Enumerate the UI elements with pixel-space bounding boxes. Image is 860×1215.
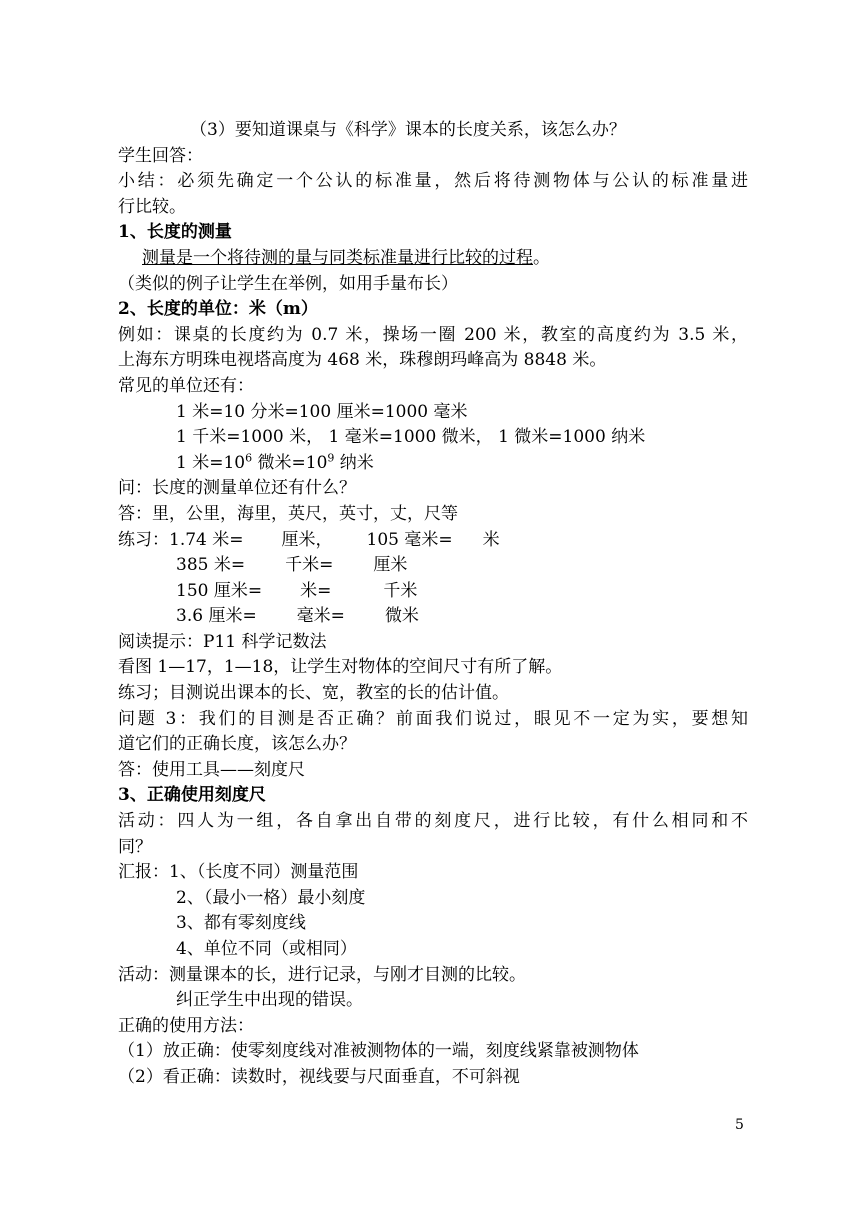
unit-conversion-line-3 xyxy=(118,451,748,477)
ex3-b: 米= xyxy=(300,580,332,601)
ex3-c: 千米 xyxy=(383,580,418,601)
example-line-2: 上海东方明珠电视塔高度为 468 米，珠穆朗玛峰高为 8848 米。 xyxy=(118,350,607,371)
ex4-c: 微米 xyxy=(384,606,419,627)
report-line-3: 3、都有零刻度线 xyxy=(176,913,306,934)
ex2-a: 385 米= xyxy=(176,555,246,576)
question-3-visual-line-1: 问题 3：我们的目测是否正确？前面我们说过，眼见不一定为实，要想知 xyxy=(118,708,748,729)
exponent-6: 6 xyxy=(245,451,253,465)
question-3-line: （3）要知道课桌与《科学》课本的长度关系，该怎么办？ xyxy=(190,120,626,140)
question-units-line: 问：长度的测量单位还有什么？ xyxy=(118,478,356,499)
measure-activity-line: 活动：测量课本的长，进行记录，与刚才目测的比较。 xyxy=(118,964,526,985)
conv-text-b: 微米=10 xyxy=(252,452,328,473)
example-line-1: 例如：课桌的长度约为 0.7 米，操场一圈 200 米，教室的高度约为 3.5 米， xyxy=(118,324,748,345)
ex1-d: 米 xyxy=(482,529,500,550)
question-3-visual-line-2: 道它们的正确长度，该怎么办？ xyxy=(118,734,356,755)
summary-line-1: 小结：必须先确定一个公认的标准量，然后将待测物体与公认的标准量进 xyxy=(118,171,748,192)
ex3-a: 150 厘米= xyxy=(176,580,263,601)
answer-units-line: 答：里，公里，海里，英尺，英寸，丈，尺等 xyxy=(118,503,458,524)
unit-conversion-line-1: 1 米=10 分米=100 厘米=1000 毫米 xyxy=(176,401,468,422)
ex2-b: 千米= xyxy=(285,555,334,576)
report-line-1: 汇报：1、（长度不同）测量范围 xyxy=(118,862,359,883)
page-number: 5 xyxy=(735,1117,744,1133)
method-step-2: （2）看正确：读数时，视线要与尺面垂直，不可斜视 xyxy=(118,1066,520,1087)
activity-line-2: 同？ xyxy=(118,836,152,857)
correct-errors-line: 纠正学生中出现的错误。 xyxy=(176,990,363,1011)
section-heading-3: 3、正确使用刻度尺 xyxy=(118,785,266,806)
reading-tip-line: 阅读提示：P11 科学记数法 xyxy=(118,631,327,652)
report-line-4: 4、单位不同（或相同） xyxy=(176,939,357,959)
conv-text-c: 纳米 xyxy=(334,452,374,473)
definition-underlined: 测量是一个将待测的量与同类标准量进行比较的过程 xyxy=(142,247,533,268)
ex1-b: 厘米， xyxy=(281,529,333,550)
document-body xyxy=(118,118,748,1091)
activity-line-1: 活动：四人为一组，各自拿出自带的刻度尺，进行比较，有什么相同和不 xyxy=(118,811,748,832)
ex4-b: 毫米= xyxy=(296,606,345,627)
definition-period: 。 xyxy=(533,247,550,268)
exercise-line-1 xyxy=(118,528,748,554)
units-intro-line: 常见的单位还有： xyxy=(118,375,254,396)
section-heading-1: 1、长度的测量 xyxy=(118,222,232,243)
summary-line-2: 行比较。 xyxy=(118,196,186,217)
exponent-9: 9 xyxy=(327,451,335,465)
ex2-c: 厘米 xyxy=(373,555,408,576)
section-heading-2: 2、长度的单位：米（m） xyxy=(118,299,318,320)
exercise-line-3 xyxy=(118,579,748,605)
exercise-line-2 xyxy=(118,553,748,579)
measurement-definition xyxy=(118,246,748,272)
ex1-a: 练习：1.74 米= xyxy=(118,529,244,550)
figure-reference-line: 看图 1—17，1—18，让学生对物体的空间尺寸有所了解。 xyxy=(118,657,563,678)
ex4-a: 3.6 厘米= xyxy=(176,606,257,627)
correct-method-heading: 正确的使用方法： xyxy=(118,1015,254,1036)
estimation-exercise-line: 练习；目测说出课本的长、宽，教室的长的估计值。 xyxy=(118,683,509,704)
ex1-c: 105 毫米= xyxy=(366,529,453,550)
unit-conversion-line-2: 1 千米=1000 米， 1 毫米=1000 微米， 1 微米=1000 纳米 xyxy=(176,427,646,448)
method-step-1: （1）放正确：使零刻度线对准被测物体的一端，刻度线紧靠被测物体 xyxy=(118,1041,639,1062)
conv-text-a: 1 米=10 xyxy=(176,452,246,473)
example-note-line: （类似的例子让学生在举例，如用手量布长） xyxy=(118,273,458,294)
report-line-2: 2、（最小一格）最小刻度 xyxy=(176,887,366,908)
exercise-line-4 xyxy=(118,604,748,630)
student-answer-line: 学生回答： xyxy=(118,145,203,166)
answer-tool-line: 答：使用工具——刻度尺 xyxy=(118,759,305,780)
